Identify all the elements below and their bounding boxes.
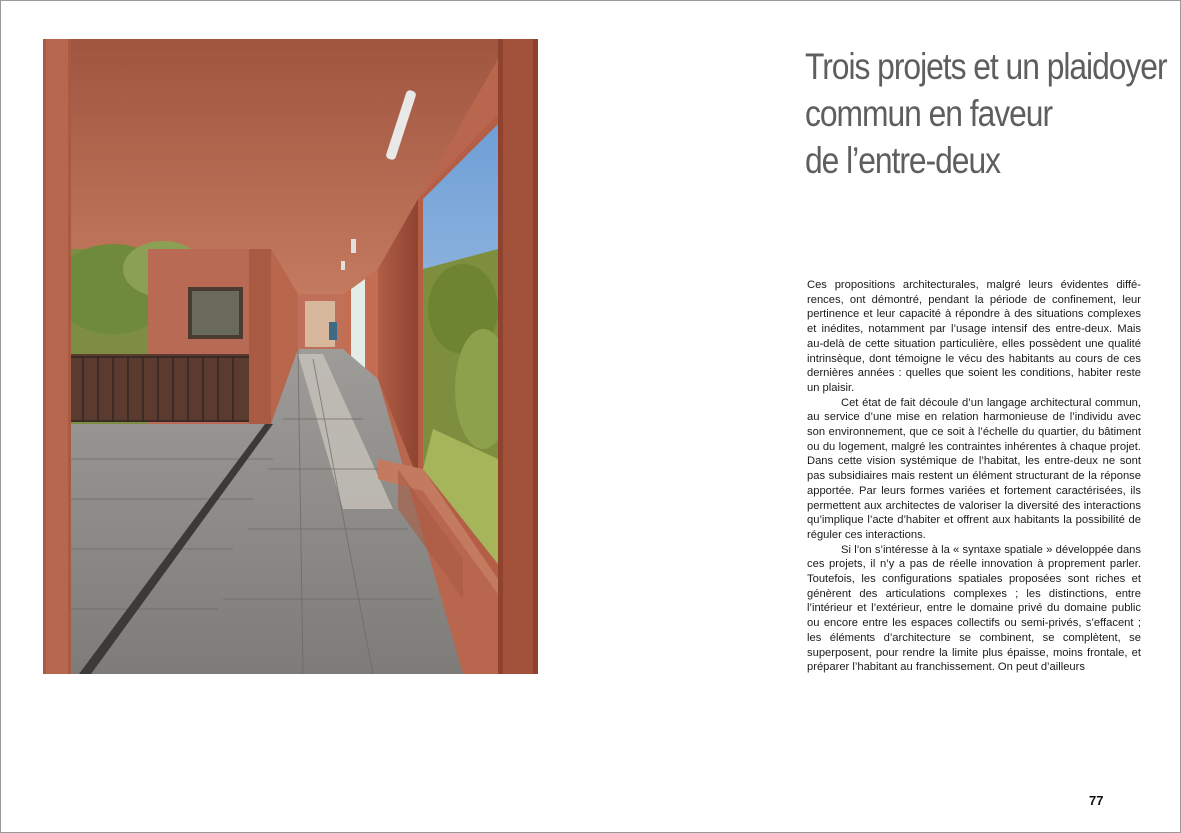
title-line-2: commun en faveur: [805, 93, 1053, 134]
paragraph-1: Ces propositions architecturales, malgré leurs évidentes différences, ont démontré, pendant la période de confinement, leur pertinence et leur capacité à répondre à des situations complexes et inédites, notamment par l’usage intensif des entre-deux. Mais au-delà de cette situation particulière, elles possèdent une qualité intrinsèque, dont témoigne le vécu des habitants au cours de ces dernières années : quelles que soient les conditions, habiter reste un plaisir.: [807, 279, 1141, 394]
title-line-3: de l’entre-deux: [805, 140, 1001, 181]
page-number: 77: [1089, 793, 1104, 808]
architecture-photo: [43, 39, 538, 674]
paragraph-3: Si l’on s’intéresse à la « syntaxe spatiale » développée dans ces projets, il n’y a pas de réelle innovation à proprement parler. Toutefois, les configurations spatiales proposées sont riches et génèrent des articulations complexes ; les distinctions, entre l’intérieur et l’extérieur, entre le domaine privé du domaine public ou encore entre les espaces collectifs ou semi-privés, s’effacent ; les éléments d’architecture se combinent, se complètent, se superposent, pour rendre la limite plus épaisse, moins frontale, et préparer l’habitant au franchissement. On peut d’ailleurs: [807, 543, 1141, 674]
body-text: [807, 278, 1141, 675]
chapter-title: [805, 43, 1167, 184]
paragraph-2: Cet état de fait découle d’un langage architectural commun, au service d’une mise en relation harmonieuse de l’individu avec son environnement, que ce soit à l’échelle du quartier, du bâtiment ou du logement, malgré les contraintes inhérentes à chaque projet. Dans cette vision systémique de l’habitat, les entre-deux ne sont pas subsidiaires mais restent un élément structurant de la réponse apportée. Par leurs formes variées et fortement caractérisées, ils permettent aux architectes de valoriser la diversité des interactions qu’implique l’acte d’habiter et offrent aux habitants la possibilité de réguler ces interactions.: [807, 396, 1141, 541]
title-line-1: Trois projets et un plaidoyer: [805, 46, 1167, 87]
gallery-corridor-photo: [43, 39, 538, 674]
